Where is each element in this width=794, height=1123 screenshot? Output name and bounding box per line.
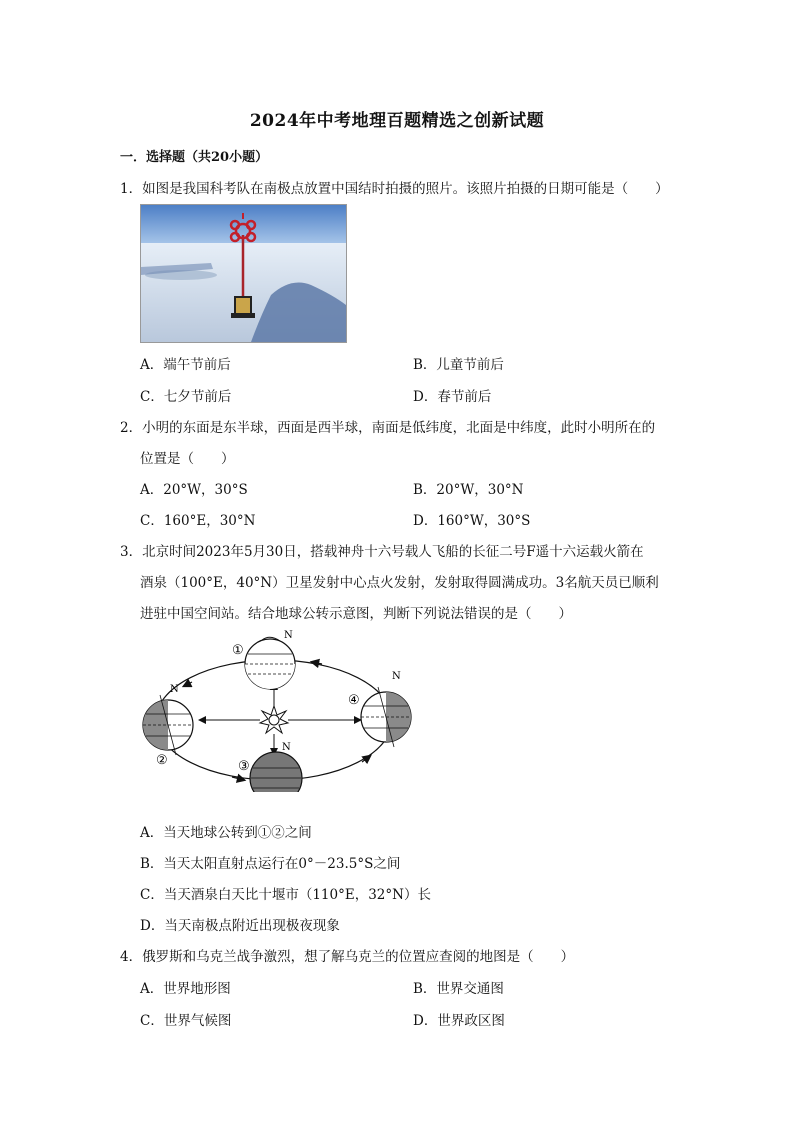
q1-option-b[interactable]: B．儿童节前后 [413, 357, 504, 373]
antarctic-photo-illustration [141, 205, 346, 342]
page-title: 2024年中考地理百题精选之创新试题 [249, 111, 545, 131]
q2-stem-line1: 2．小明的东面是东半球，西面是西半球，南面是低纬度，北面是中纬度，此时小明所在的 [120, 420, 656, 436]
q3-stem-line1: 3．北京时间2023年5月30日，搭载神舟十六号载人飞船的长征二号F遥十六运载火箭在 [120, 544, 644, 560]
q1-option-d[interactable]: D．春节前后 [413, 389, 492, 405]
q2-stem-line2: 位置是（ ） [140, 451, 235, 467]
earth-position-1 [245, 637, 295, 689]
north-label-3: N [282, 742, 291, 753]
q3-option-b[interactable]: B．当天太阳直射点运行在0°－23.5°S之间 [140, 856, 401, 872]
q3-option-a[interactable]: A．当天地球公转到①②之间 [140, 825, 312, 841]
q4-option-b[interactable]: B．世界交通图 [413, 981, 504, 997]
north-label-4: N [392, 671, 401, 682]
earth-position-2 [143, 695, 193, 755]
q2-option-b[interactable]: B．20°W，30°N [413, 482, 524, 498]
sun-icon [260, 706, 288, 733]
q2-option-a[interactable]: A．20°W，30°S [140, 482, 248, 498]
q3-option-d[interactable]: D．当天南极点附近出现极夜现象 [140, 918, 340, 934]
label-pos2: ② [156, 753, 168, 768]
label-pos3: ③ [238, 759, 250, 774]
q4-option-d[interactable]: D．世界政区图 [413, 1013, 505, 1029]
earth-orbit-diagram [132, 622, 432, 792]
section-heading: 一．选择题（共20小题） [120, 150, 269, 165]
north-label-1: N [284, 630, 293, 641]
q4-option-c[interactable]: C．世界气候图 [140, 1013, 232, 1029]
q1-option-a[interactable]: A．端午节前后 [140, 357, 231, 373]
label-pos1: ① [232, 643, 244, 658]
earth-position-4 [361, 687, 411, 747]
q2-option-d[interactable]: D．160°W，30°S [413, 513, 531, 529]
q3-stem-line2: 酒泉（100°E，40°N）卫星发射中心点火发射，发射取得圆满成功。3名航天员已顺利 [140, 575, 659, 591]
q1-option-c[interactable]: C．七夕节前后 [140, 389, 232, 405]
label-pos4: ④ [348, 693, 360, 708]
q2-option-c[interactable]: C．160°E，30°N [140, 513, 256, 529]
q4-stem: 4．俄罗斯和乌克兰战争激烈，想了解乌克兰的位置应查阅的地图是（ ） [120, 949, 575, 965]
q4-option-a[interactable]: A．世界地形图 [140, 981, 231, 997]
q1-stem: 1．如图是我国科考队在南极点放置中国结时拍摄的照片。该照片拍摄的日期可能是（ ） [120, 181, 669, 197]
q1-photo [140, 204, 347, 343]
earth-position-3 [250, 752, 302, 792]
north-label-2: N [170, 684, 179, 695]
q3-stem-line3: 进驻中国空间站。结合地球公转示意图，判断下列说法错误的是（ ） [140, 606, 572, 622]
q3-option-c[interactable]: C．当天酒泉白天比十堰市（110°E，32°N）长 [140, 887, 431, 903]
